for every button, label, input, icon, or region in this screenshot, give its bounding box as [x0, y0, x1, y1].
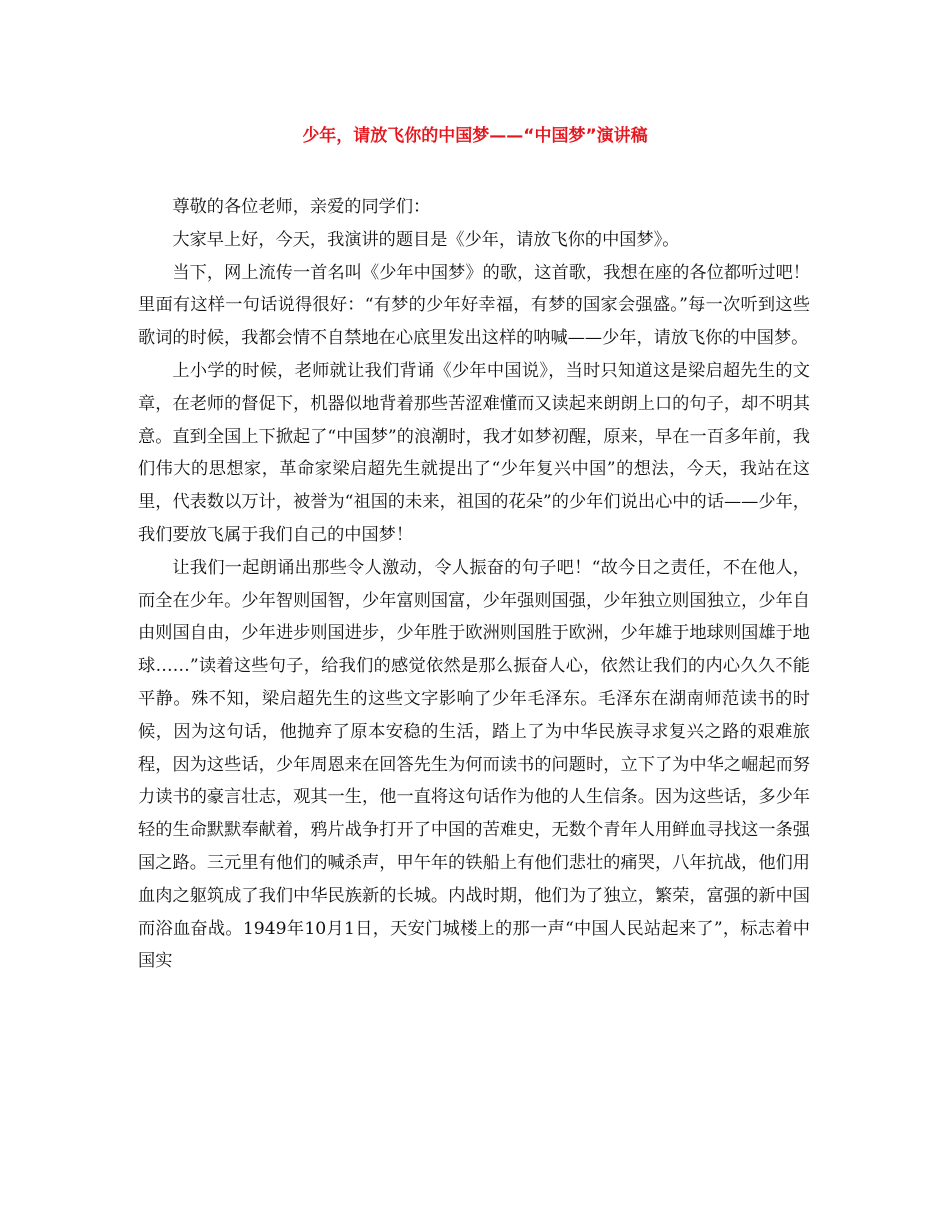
- paragraph-greeting: 大家早上好，今天，我演讲的题目是《少年，请放飞你的中国梦》。: [172, 229, 680, 250]
- document-title: 少年，请放飞你的中国梦——“中国梦”演讲稿: [302, 126, 648, 146]
- paragraph-liang-qichao: 上小学的时候，老师就让我们背诵《少年中国说》，当时只知道这是梁启超先生的文章，在老师的督促下，机器似地背着那些苦涩难懂而又读起来朗朗上口的句子，却不明其意。直到全国上下掀起了“中国梦”的浪潮时，我才如梦初醒，原来，早在一百多年前，我们伟大的思想家，革命家梁启超先生就提出了“少年复兴中国”的想法，今天，我站在这里，代表数以万计，被誉为“祖国的未来，祖国的花朵”的少年们说出心中的话——少年，我们要放飞属于我们自己的中国梦！: [138, 360, 810, 545]
- document-body: [138, 191, 810, 978]
- paragraph-recitation: 让我们一起朗诵出那些令人激动，令人振奋的句子吧！“故今日之责任，不在他人，而全在少年。少年智则国智，少年富则国富，少年强则国强，少年独立则国独立，少年自由则国自由，少年进步则国进步，少年胜于欧洲则国胜于欧洲，少年雄于地球则国雄于地球……”读着这些句子，给我们的感觉依然是那么振奋人心，依然让我们的内心久久不能平静。殊不知，梁启超先生的这些文字影响了少年毛泽东。毛泽东在湖南师范读书的时候，因为这句话，他抛弃了原本安稳的生活，踏上了为中华民族寻求复兴之路的艰难旅程，因为这些话，少年周恩来在回答先生为何而读书的问题时，立下了为中华之崛起而努力读书的豪言壮志，观其一生，他一直将这句话作为他的人生信条。因为这些话，多少年轻的生命默默奉献着，鸦片战争打开了中国的苦难史，无数个青年人用鲜血寻找这一条强国之路。三元里有他们的喊杀声，甲午年的铁船上有他们悲壮的痛哭，八年抗战，他们用血肉之躯筑成了我们中华民族新的长城。内战时期，他们为了独立，繁荣，富强的新中国而浴血奋战。1949年10月1日，天安门城楼上的那一声“中国人民站起来了”，标志着中国实: [138, 557, 810, 972]
- paragraph-song: 当下，网上流传一首名叫《少年中国梦》的歌，这首歌，我想在座的各位都听过吧！里面有这样一句话说得很好：“有梦的少年好幸福，有梦的国家会强盛。”每一次听到这些歌词的时候，我都会情不自禁地在心底里发出这样的呐喊——少年，请放飞你的中国梦。: [138, 262, 810, 349]
- paragraph-salutation: 尊敬的各位老师，亲爱的同学们：: [172, 197, 431, 217]
